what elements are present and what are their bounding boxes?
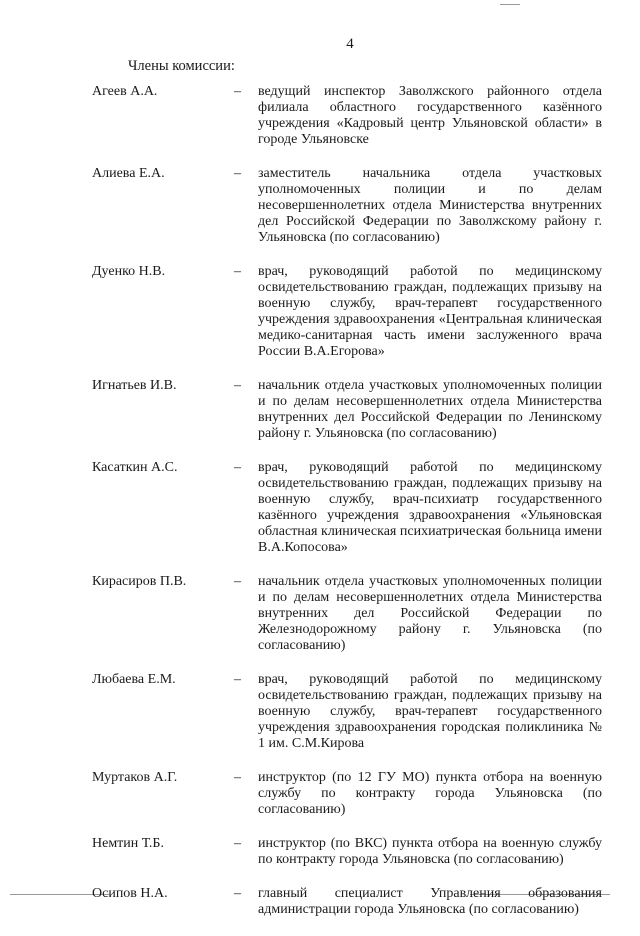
member-name: Кирасиров П.В. [92,574,187,589]
section-title: Члены комиссии: [128,58,235,74]
member-name: Любаева Е.М. [92,672,176,687]
member-name: Игнатьев И.В. [92,378,177,393]
member-role: инструктор (по ВКС) пункта отбора на военную службу по контракту города Ульяновска (по согласованию) [258,836,602,867]
dash-separator: – [234,166,241,181]
member-name: Алиева Е.А. [92,166,165,181]
member-entry [0,836,640,868]
dash-separator: – [234,836,241,851]
dash-separator: – [234,264,241,279]
member-role: врач, руководящий работой по медицинскому освидетельствованию граждан, подлежащих призыву на военную службу, врач-терапевт государственного учреждения здравоохранения городская поликлиника № 1 им. С.М.Кирова [258,672,602,751]
member-name: Немтин Т.Б. [92,836,164,851]
member-entry [0,770,640,818]
dash-separator: – [234,574,241,589]
member-entry [0,166,640,246]
member-role: заместитель начальника отдела участковых уполномоченных полиции и по делам несовершеннолетних отдела Министерства внутренних дел Российской Федерации по Заволжскому району г. Ульяновска (по согласованию) [258,166,602,245]
dash-separator: – [234,460,241,475]
page-number: 4 [346,36,354,52]
member-name: Осипов Н.А. [92,886,168,901]
member-name: Касаткин А.С. [92,460,178,475]
member-role: ведущий инспектор Заволжского районного отдела филиала областного государственного казённого учреждения «Кадровый центр Ульяновской области» в городе Ульяновске [258,84,602,147]
member-entry [0,574,640,654]
member-role: врач, руководящий работой по медицинскому освидетельствованию граждан, подлежащих призыву на военную службу, врач-психиатр государственного казённого учреждения здравоохранения «Ульяновская областная клиническая психиатрическая больница имени В.А.Копосова» [258,460,602,555]
member-role: инструктор (по 12 ГУ МО) пункта отбора на военную службу по контракту города Ульяновска (по согласованию) [258,770,602,817]
member-list [0,84,640,936]
dash-separator: – [234,770,241,785]
dash-separator: – [234,84,241,99]
member-role: начальник отдела участковых уполномоченных полиции и по делам несовершеннолетних отдела Министерства внутренних дел Российской Федерации по Железнодорожному району г. Ульяновска (по согласованию) [258,574,602,653]
member-entry [0,378,640,442]
member-entry [0,460,640,556]
member-entry [0,264,640,360]
scan-edge-mark-top [500,4,520,5]
member-name: Агеев А.А. [92,84,158,99]
member-entry [0,84,640,148]
dash-separator: – [234,672,241,687]
member-name: Дуенко Н.В. [92,264,166,279]
member-entry [0,672,640,752]
member-role: главный специалист Управления образования администрации города Ульяновска (по согласованию) [258,886,602,917]
dash-separator: – [234,886,241,901]
member-role: врач, руководящий работой по медицинскому освидетельствованию граждан, подлежащих призыву на военную службу, врач-терапевт государственного учреждения здравоохранения «Центральная клиническая медико-санитарная часть имени заслуженного врача России В.А.Егорова» [258,264,602,359]
dash-separator: – [234,378,241,393]
member-entry [0,886,640,918]
member-name: Муртаков А.Г. [92,770,178,785]
member-role: начальник отдела участковых уполномоченных полиции и по делам несовершеннолетних отдела Министерства внутренних дел Российской Федерации по Ленинскому району г. Ульяновска (по согласованию) [258,378,602,441]
